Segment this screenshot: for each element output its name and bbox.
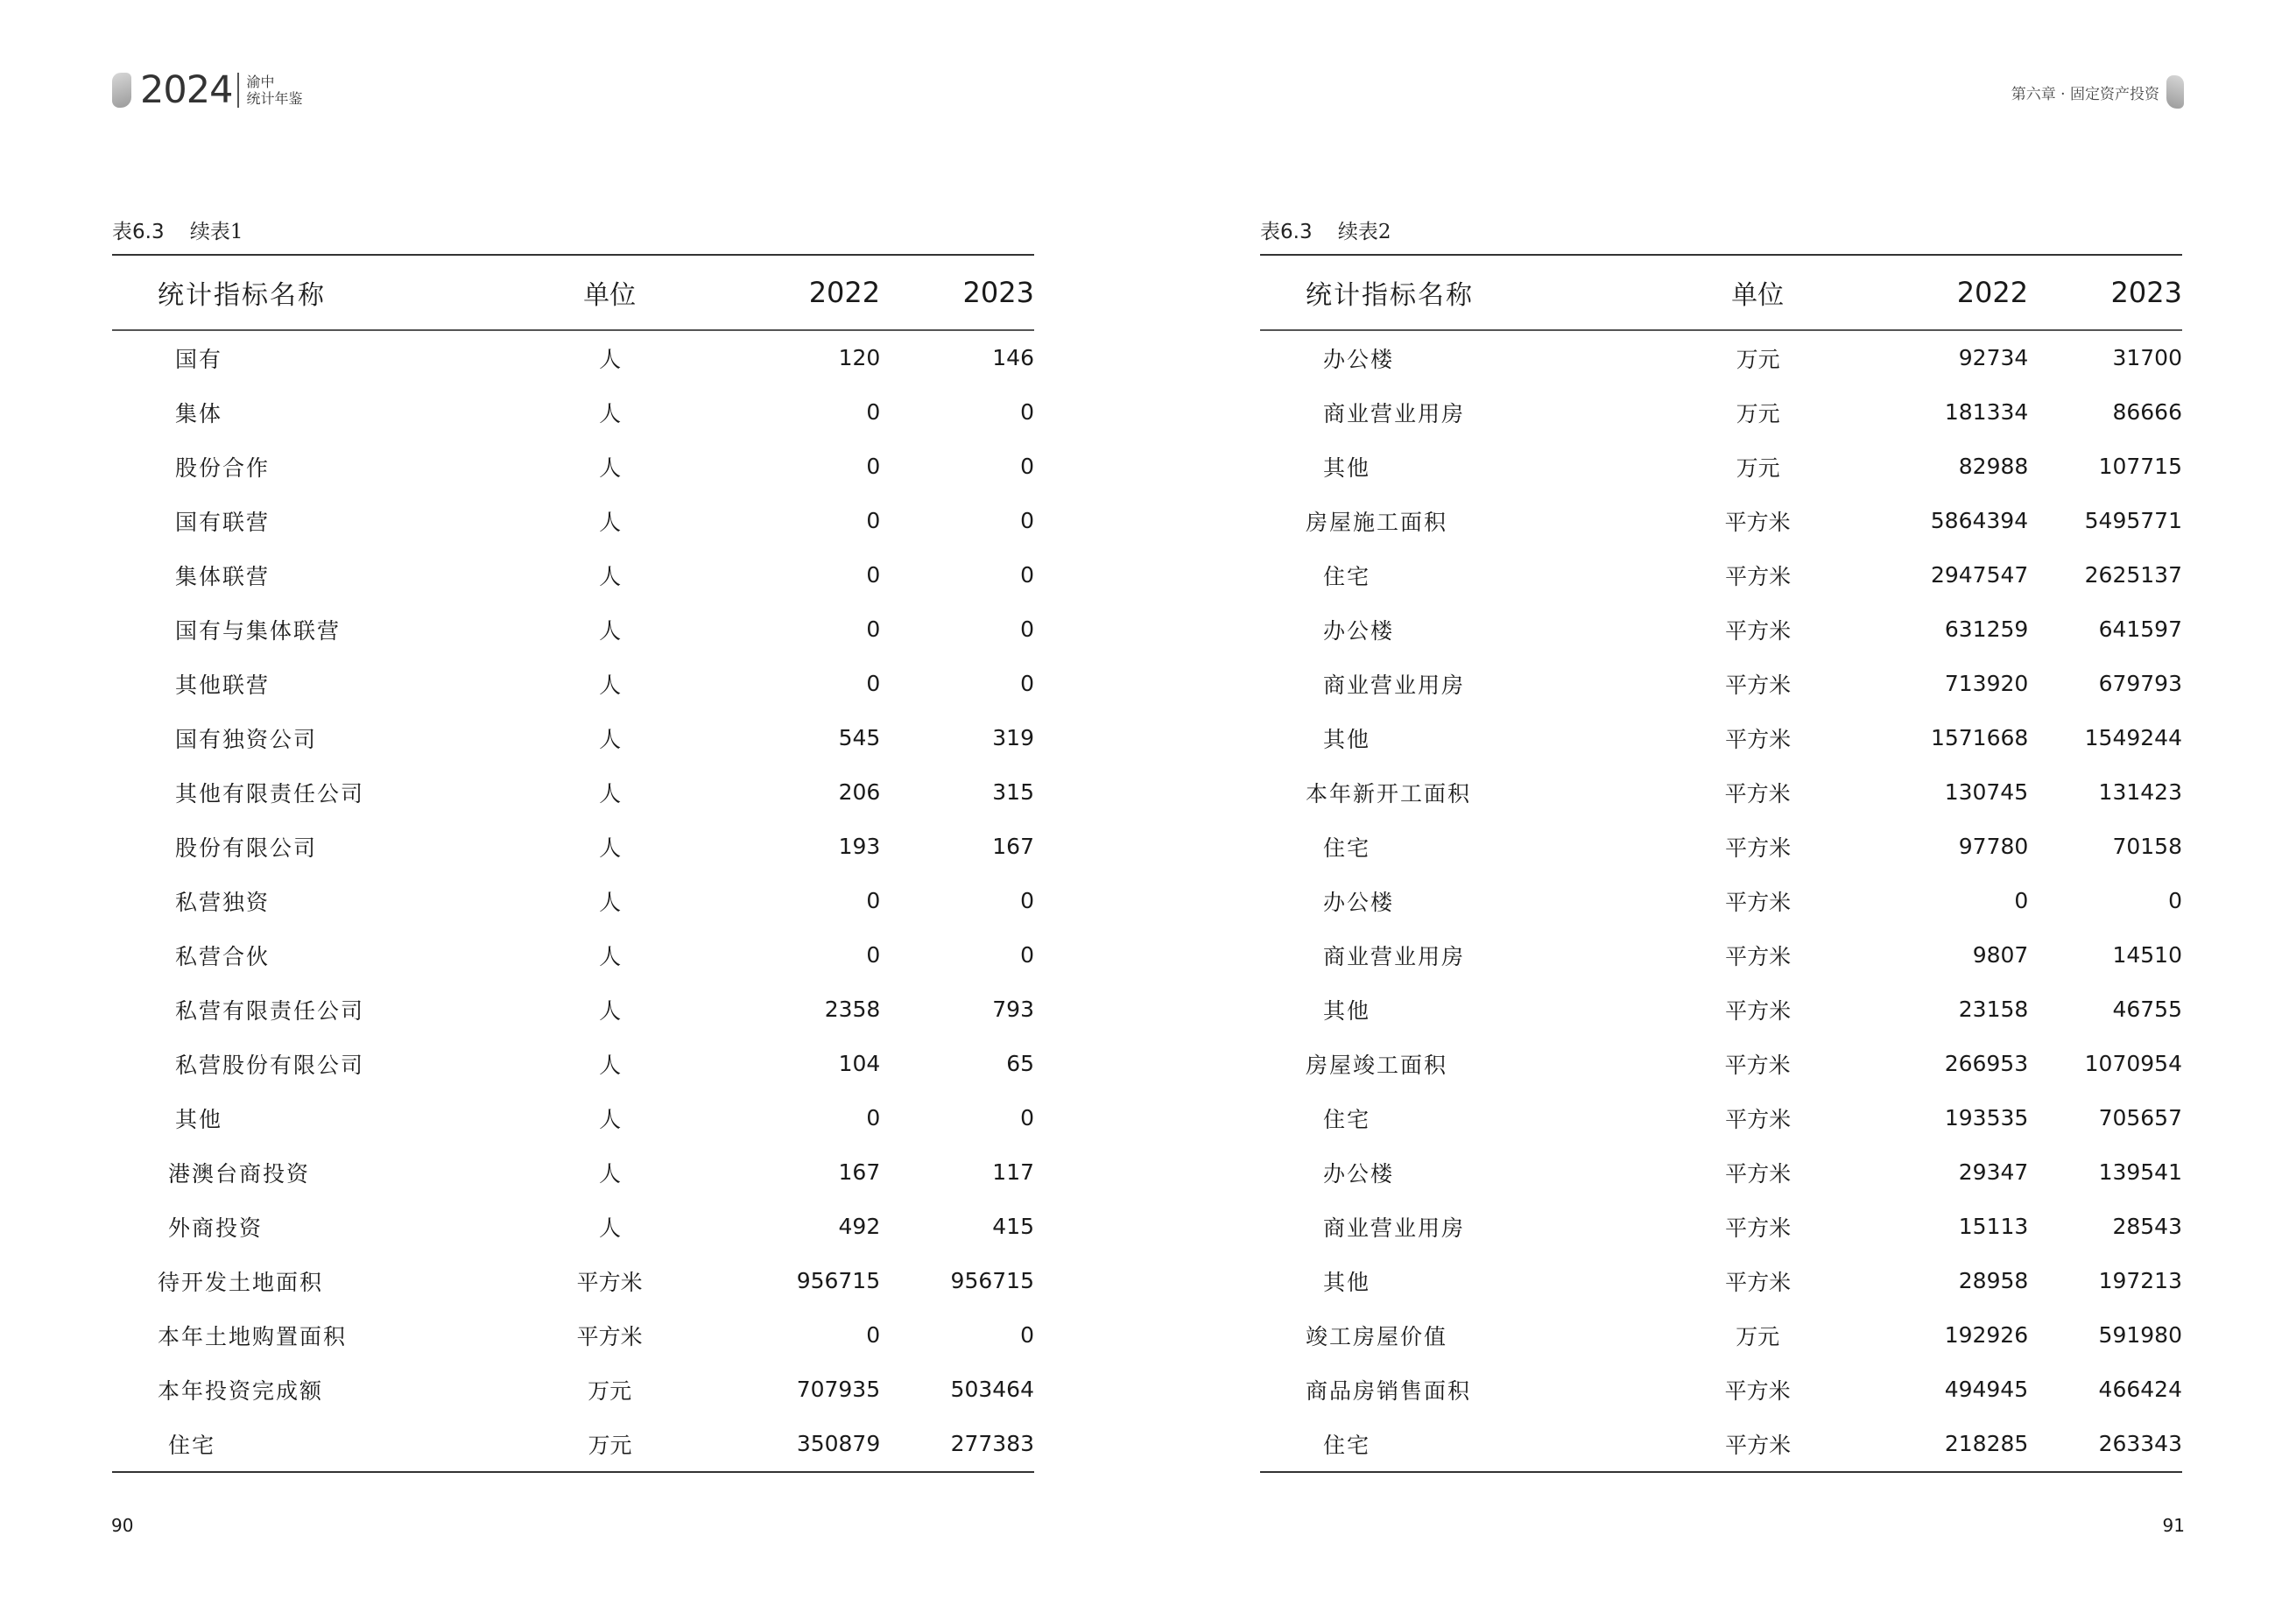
value-2022: 0 xyxy=(866,562,881,588)
table-row xyxy=(1260,331,2182,385)
indicator-name: 私营独资 xyxy=(175,889,271,915)
table-row xyxy=(1260,602,2182,657)
value-2023: 0 xyxy=(1020,671,1034,696)
unit-cell: 人 xyxy=(599,563,622,589)
value-2023: 415 xyxy=(992,1214,1035,1239)
value-2023: 167 xyxy=(992,834,1034,859)
table-row xyxy=(1260,765,2182,820)
unit-cell: 人 xyxy=(599,454,622,481)
table-row xyxy=(112,983,1034,1037)
indicator-name: 股份有限公司 xyxy=(175,835,318,861)
unit-cell: 平方米 xyxy=(1725,1160,1792,1187)
page-number: 91 xyxy=(2162,1515,2185,1536)
value-2023: 277383 xyxy=(950,1431,1035,1456)
value-2023: 679793 xyxy=(2098,671,2182,696)
table-row xyxy=(112,657,1034,711)
value-2023: 0 xyxy=(1020,888,1034,913)
indicator-name: 办公楼 xyxy=(1323,889,1395,915)
indicator-name: 办公楼 xyxy=(1323,617,1395,644)
value-2023: 956715 xyxy=(950,1268,1034,1293)
value-2022: 0 xyxy=(866,671,881,696)
indicator-name: 住宅 xyxy=(1323,563,1371,589)
indicator-name: 其他联营 xyxy=(175,672,271,698)
value-2022: 2947547 xyxy=(1930,562,2029,588)
table-bottom-rule xyxy=(1260,1471,2182,1473)
unit-cell: 平方米 xyxy=(1725,563,1792,589)
unit-cell: 平方米 xyxy=(1725,672,1792,698)
indicator-name: 商品房销售面积 xyxy=(1306,1377,1472,1404)
unit-cell: 万元 xyxy=(1736,1323,1780,1349)
unit-cell: 人 xyxy=(599,943,622,969)
unit-cell: 万元 xyxy=(588,1377,632,1404)
value-2023: 0 xyxy=(1020,454,1034,479)
value-2022: 120 xyxy=(838,345,881,370)
value-2022: 0 xyxy=(866,888,881,913)
value-2022: 28958 xyxy=(1958,1268,2029,1293)
value-2023: 1070954 xyxy=(2084,1051,2182,1076)
indicator-name: 其他有限责任公司 xyxy=(175,780,365,806)
unit-cell: 平方米 xyxy=(1725,1106,1792,1132)
unit-cell: 平方米 xyxy=(1725,1215,1792,1241)
indicator-name: 本年新开工面积 xyxy=(1306,780,1472,806)
unit-cell: 平方米 xyxy=(1724,780,1791,806)
table-row xyxy=(112,1145,1034,1200)
value-2022: 218285 xyxy=(1944,1431,2029,1456)
value-2022: 350879 xyxy=(796,1431,881,1456)
unit-cell: 人 xyxy=(599,1052,622,1078)
indicator-name: 国有联营 xyxy=(175,509,271,535)
table-row xyxy=(112,494,1034,548)
table-row xyxy=(112,1254,1034,1308)
column-header-unit: 单位 xyxy=(583,280,637,311)
value-2022: 956715 xyxy=(796,1268,881,1293)
indicator-name: 房屋施工面积 xyxy=(1306,509,1448,535)
value-2023: 793 xyxy=(992,997,1034,1022)
value-2023: 197213 xyxy=(2098,1268,2182,1293)
table-bottom-rule xyxy=(112,1471,1034,1473)
value-2022: 104 xyxy=(838,1051,881,1076)
indicator-name: 房屋竣工面积 xyxy=(1306,1052,1448,1078)
table-row xyxy=(1260,1037,2182,1091)
logo-divider xyxy=(237,73,239,108)
indicator-name: 国有 xyxy=(175,346,223,372)
indicator-name: 商业营业用房 xyxy=(1323,1215,1466,1241)
value-2023: 86666 xyxy=(2112,399,2182,425)
table-row xyxy=(112,820,1034,874)
table-row xyxy=(112,548,1034,602)
unit-cell: 平方米 xyxy=(1725,835,1792,861)
table-body xyxy=(112,331,1034,1471)
value-2022: 631259 xyxy=(1944,616,2029,642)
indicator-name: 股份合作 xyxy=(175,454,271,481)
value-2022: 29347 xyxy=(1958,1159,2029,1185)
unit-cell: 人 xyxy=(599,726,622,752)
table-row xyxy=(1260,711,2182,765)
value-2022: 82988 xyxy=(1958,454,2029,479)
table-row xyxy=(112,1363,1034,1417)
unit-cell: 万元 xyxy=(1736,400,1780,426)
table-row xyxy=(1260,820,2182,874)
unit-cell: 平方米 xyxy=(1724,1377,1791,1404)
indicator-name: 国有独资公司 xyxy=(175,726,318,752)
table-header-row xyxy=(1260,256,2182,329)
table-row xyxy=(1260,1091,2182,1145)
unit-cell: 人 xyxy=(599,780,622,806)
indicator-name: 商业营业用房 xyxy=(1323,943,1466,969)
value-2023: 0 xyxy=(1020,1322,1034,1348)
value-2023: 28543 xyxy=(2112,1214,2182,1239)
table-row xyxy=(1260,1363,2182,1417)
indicator-name: 国有与集体联营 xyxy=(175,617,342,644)
value-2023: 2625137 xyxy=(2084,562,2182,588)
table-row xyxy=(1260,983,2182,1037)
unit-cell: 平方米 xyxy=(1725,1269,1792,1295)
value-2023: 705657 xyxy=(2098,1105,2182,1131)
value-2022: 92734 xyxy=(1958,345,2029,370)
value-2022: 130745 xyxy=(1944,779,2029,805)
value-2023: 139541 xyxy=(2098,1159,2182,1185)
caption-number: 6.3 xyxy=(132,221,165,243)
indicator-name: 其他 xyxy=(175,1106,223,1132)
value-2022: 193535 xyxy=(1944,1105,2029,1131)
table-body xyxy=(1260,331,2182,1471)
unit-cell: 人 xyxy=(599,835,622,861)
logo-year: 2024 xyxy=(140,68,233,112)
table-row xyxy=(112,1037,1034,1091)
table-row xyxy=(1260,385,2182,440)
table-row xyxy=(112,602,1034,657)
unit-cell: 人 xyxy=(599,400,622,426)
value-2023: 14510 xyxy=(2112,942,2182,968)
value-2022: 0 xyxy=(866,399,881,425)
indicator-name: 住宅 xyxy=(1323,835,1371,861)
indicator-name: 竣工房屋价值 xyxy=(1306,1323,1448,1349)
table-row xyxy=(1260,494,2182,548)
logo-emblem-icon xyxy=(112,73,131,108)
table-row xyxy=(112,1308,1034,1363)
chapter-emblem-icon xyxy=(2166,75,2184,109)
table-row xyxy=(1260,548,2182,602)
unit-cell: 万元 xyxy=(1736,454,1780,481)
value-2023: 0 xyxy=(2168,888,2182,913)
value-2022: 0 xyxy=(866,508,881,533)
caption-prefix: 表 xyxy=(1260,221,1280,243)
unit-cell: 平方米 xyxy=(1725,943,1792,969)
table-row xyxy=(112,1200,1034,1254)
caption-number: 6.3 xyxy=(1280,221,1313,243)
unit-cell: 平方米 xyxy=(1725,997,1792,1024)
table-row xyxy=(1260,928,2182,983)
unit-cell: 平方米 xyxy=(1724,509,1791,535)
unit-cell: 人 xyxy=(599,346,622,372)
value-2022: 23158 xyxy=(1958,997,2029,1022)
table-row xyxy=(1260,440,2182,494)
caption-prefix: 表 xyxy=(112,221,132,243)
column-header-2022: 2022 xyxy=(808,276,881,309)
page-number: 90 xyxy=(111,1515,134,1536)
indicator-name: 集体联营 xyxy=(175,563,271,589)
chapter-title: 第六章 · 固定资产投资 xyxy=(2011,85,2159,103)
stats-table xyxy=(112,254,1034,1473)
unit-cell: 人 xyxy=(598,1215,621,1241)
value-2022: 0 xyxy=(866,1105,881,1131)
value-2022: 206 xyxy=(838,779,881,805)
indicator-name: 港澳台商投资 xyxy=(168,1160,311,1187)
value-2022: 266953 xyxy=(1944,1051,2029,1076)
table-row xyxy=(1260,657,2182,711)
value-2023: 641597 xyxy=(2098,616,2182,642)
value-2022: 545 xyxy=(838,725,881,750)
table-caption xyxy=(112,215,243,244)
value-2022: 492 xyxy=(838,1214,881,1239)
indicator-name: 私营有限责任公司 xyxy=(175,997,365,1024)
value-2023: 0 xyxy=(1020,399,1034,425)
table-row xyxy=(112,765,1034,820)
value-2023: 65 xyxy=(1006,1051,1034,1076)
table-row xyxy=(1260,1417,2182,1471)
column-header-2023: 2023 xyxy=(962,276,1034,309)
value-2022: 192926 xyxy=(1944,1322,2029,1348)
indicator-name: 待开发土地面积 xyxy=(158,1269,324,1295)
column-header-2023: 2023 xyxy=(2110,276,2182,309)
value-2023: 0 xyxy=(1020,942,1034,968)
value-2022: 181334 xyxy=(1944,399,2029,425)
indicator-name: 办公楼 xyxy=(1323,1160,1395,1187)
table-row xyxy=(112,1091,1034,1145)
indicator-name: 私营股份有限公司 xyxy=(175,1052,365,1078)
indicator-name: 其他 xyxy=(1323,454,1371,481)
indicator-name: 其他 xyxy=(1323,997,1371,1024)
unit-cell: 平方米 xyxy=(576,1269,643,1295)
value-2023: 107715 xyxy=(2098,454,2182,479)
yearbook-logo xyxy=(112,68,302,112)
value-2022: 2358 xyxy=(824,997,881,1022)
column-header-2022: 2022 xyxy=(1956,276,2029,309)
indicator-name: 外商投资 xyxy=(168,1215,264,1241)
unit-cell: 平方米 xyxy=(1724,1052,1791,1078)
value-2023: 263343 xyxy=(2098,1431,2182,1456)
value-2022: 9807 xyxy=(1972,942,2029,968)
unit-cell: 人 xyxy=(599,617,622,644)
column-header-indicator: 统计指标名称 xyxy=(1306,280,1474,311)
value-2022: 0 xyxy=(866,1322,881,1348)
unit-cell: 人 xyxy=(598,1160,621,1187)
unit-cell: 平方米 xyxy=(1725,889,1792,915)
indicator-name: 商业营业用房 xyxy=(1323,400,1466,426)
indicator-name: 集体 xyxy=(175,400,223,426)
value-2023: 0 xyxy=(1020,508,1034,533)
table-row xyxy=(1260,1200,2182,1254)
table-row xyxy=(1260,1145,2182,1200)
unit-cell: 人 xyxy=(599,509,622,535)
value-2022: 97780 xyxy=(1958,834,2029,859)
value-2022: 5864394 xyxy=(1930,508,2029,533)
value-2022: 0 xyxy=(866,942,881,968)
value-2022: 167 xyxy=(838,1159,881,1185)
value-2022: 1571668 xyxy=(1930,725,2029,750)
table-row xyxy=(1260,1308,2182,1363)
table-row xyxy=(112,440,1034,494)
unit-cell: 人 xyxy=(599,997,622,1024)
value-2022: 0 xyxy=(866,616,881,642)
column-header-indicator: 统计指标名称 xyxy=(158,280,326,311)
value-2023: 70158 xyxy=(2112,834,2182,859)
indicator-name: 办公楼 xyxy=(1323,346,1395,372)
indicator-name: 本年土地购置面积 xyxy=(158,1323,348,1349)
value-2023: 131423 xyxy=(2098,779,2182,805)
unit-cell: 人 xyxy=(599,672,622,698)
unit-cell: 平方米 xyxy=(1725,617,1792,644)
value-2022: 707935 xyxy=(796,1377,881,1402)
indicator-name: 本年投资完成额 xyxy=(158,1377,324,1404)
table-row xyxy=(112,928,1034,983)
table-row xyxy=(112,385,1034,440)
indicator-name: 商业营业用房 xyxy=(1323,672,1466,698)
value-2023: 46755 xyxy=(2112,997,2182,1022)
table-row xyxy=(1260,1254,2182,1308)
table-row xyxy=(112,711,1034,765)
unit-cell: 人 xyxy=(599,889,622,915)
unit-cell: 人 xyxy=(599,1106,622,1132)
value-2023: 1549244 xyxy=(2084,725,2182,750)
value-2022: 494945 xyxy=(1944,1377,2029,1402)
value-2023: 117 xyxy=(992,1159,1035,1185)
stats-table xyxy=(1260,254,2182,1473)
value-2023: 503464 xyxy=(950,1377,1034,1402)
logo-subtitle-line2: 统计年鉴 xyxy=(246,90,303,107)
value-2023: 5495771 xyxy=(2084,508,2182,533)
indicator-name: 私营合伙 xyxy=(175,943,271,969)
value-2023: 0 xyxy=(1020,616,1034,642)
indicator-name: 住宅 xyxy=(168,1432,216,1458)
value-2023: 315 xyxy=(992,779,1034,805)
table-row xyxy=(112,1417,1034,1471)
value-2023: 146 xyxy=(992,345,1034,370)
value-2023: 591980 xyxy=(2098,1322,2182,1348)
indicator-name: 住宅 xyxy=(1323,1432,1371,1458)
indicator-name: 其他 xyxy=(1323,1269,1371,1295)
caption-continued: 续表1 xyxy=(189,221,243,243)
right-page xyxy=(1148,0,2296,1613)
unit-cell: 平方米 xyxy=(576,1323,643,1349)
unit-cell: 万元 xyxy=(588,1432,632,1458)
logo-subtitle-line1: 渝中 xyxy=(246,74,275,90)
logo-subtitle xyxy=(246,74,302,107)
value-2022: 0 xyxy=(866,454,881,479)
value-2022: 15113 xyxy=(1958,1214,2029,1239)
chapter-heading xyxy=(2011,75,2184,109)
value-2022: 713920 xyxy=(1944,671,2029,696)
unit-cell: 平方米 xyxy=(1725,726,1792,752)
value-2023: 0 xyxy=(1020,1105,1034,1131)
table-caption xyxy=(1260,215,1391,244)
value-2023: 31700 xyxy=(2112,345,2182,370)
column-header-unit: 单位 xyxy=(1731,280,1785,311)
indicator-name: 其他 xyxy=(1323,726,1371,752)
value-2023: 0 xyxy=(1020,562,1034,588)
table-row xyxy=(1260,874,2182,928)
value-2023: 319 xyxy=(992,725,1034,750)
value-2022: 0 xyxy=(2014,888,2029,913)
unit-cell: 平方米 xyxy=(1725,1432,1792,1458)
caption-continued: 续表2 xyxy=(1337,221,1391,243)
unit-cell: 万元 xyxy=(1736,346,1780,372)
indicator-name: 住宅 xyxy=(1323,1106,1371,1132)
value-2023: 466424 xyxy=(2098,1377,2182,1402)
value-2022: 193 xyxy=(838,834,881,859)
table-header-row xyxy=(112,256,1034,329)
table-row xyxy=(112,331,1034,385)
table-row xyxy=(112,874,1034,928)
